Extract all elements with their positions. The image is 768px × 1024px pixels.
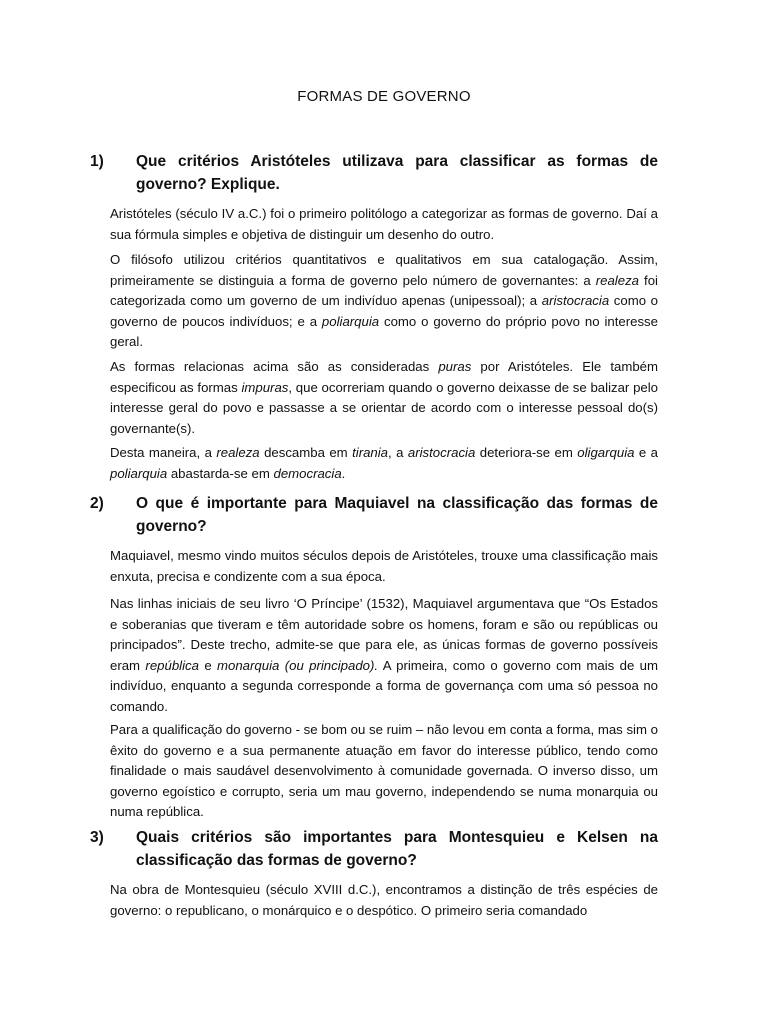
text-span: como o governo do próprio povo no interesse geral. xyxy=(110,313,658,349)
text-span: Nas linhas iniciais de seu livro ‘O Príncipe’ (1532), Maquiavel argumentava que “Os Estados e soberanias que tiveram e têm autoridade sobre os homens, foram e são ou repúblicas ou principados”. Deste trecho, admite-se que para ele, as únicas formas de governo possíveis eram xyxy=(110,596,658,673)
italic-term: aristocracia xyxy=(541,293,610,308)
text-span: como o governo de poucos indivíduos; e a xyxy=(110,293,658,329)
italic-term: aristocracia xyxy=(407,445,476,460)
question-number: 1) xyxy=(90,153,104,170)
italic-term: realeza xyxy=(216,445,260,460)
text-span: , que ocorreriam quando o governo deixasse de se balizar pelo interesse geral do povo e passasse a se orientar de acordo com o interesse pessoal do(s) governante(s). xyxy=(110,379,659,436)
question-number: 3) xyxy=(90,829,104,846)
text-span: O filósofo utilizou critérios quantitativos e qualitativos em sua catalogação. Assim, primeiramente se distinguia a forma de governo pelo número de governantes: a xyxy=(110,252,658,288)
text-span: A primeira, como o governo com mais de um indivíduo, enquanto a segunda corresponde a forma de governança com uma só pessoa no comando. xyxy=(110,657,659,714)
question-text: Que critérios Aristóteles utilizava para classificar as formas de governo? Explique. xyxy=(136,153,658,193)
question-text: Quais critérios são importantes para Montesquieu e Kelsen na classificação das formas de governo? xyxy=(136,829,658,869)
paragraph: Na obra de Montesquieu (século XVIII d.C.), encontramos a distinção de três espécies de governo: o republicano, o monárquico e o despótico. O primeiro seria comandado xyxy=(110,882,658,918)
italic-term: oligarquia xyxy=(577,445,635,460)
text-span: . xyxy=(341,465,346,481)
italic-term: democracia xyxy=(273,465,342,481)
text-span: por Aristóteles. Ele também especificou as formas xyxy=(110,359,658,395)
paragraph: Aristóteles (século IV a.C.) foi o primeiro politólogo a categorizar as formas de governo. Daí a sua fórmula simples e objetiva de distinguir um desenho do outro. xyxy=(110,206,658,242)
italic-term: puras xyxy=(438,359,472,374)
text-span: deteriora-se em xyxy=(475,445,578,460)
text-span: e xyxy=(198,657,218,673)
paragraph xyxy=(110,250,658,353)
italic-term: poliarquia xyxy=(110,465,168,481)
text-span: Desta maneira, a xyxy=(110,445,217,460)
text-span: , a xyxy=(388,445,408,460)
text-span: foi categorizada como um governo de um indivíduo apenas (unipessoal); a xyxy=(110,272,658,308)
italic-term: poliarquia xyxy=(321,313,380,329)
italic-term: monarquia (ou principado). xyxy=(217,657,379,673)
text-span: descamba em xyxy=(259,445,353,460)
paragraph xyxy=(110,594,658,717)
italic-term: tirania xyxy=(352,445,389,460)
text-span: As formas relacionas acima são as consideradas xyxy=(110,359,439,374)
question-text: O que é importante para Maquiavel na classificação das formas de governo? xyxy=(136,495,658,535)
paragraph xyxy=(110,443,658,484)
italic-term: república xyxy=(145,657,199,673)
paragraph: Maquiavel, mesmo vindo muitos séculos depois de Aristóteles, trouxe uma classificação mais enxuta, precisa e condizente com a sua época. xyxy=(110,548,658,584)
text-span: e a xyxy=(634,445,658,460)
paragraph: Para a qualificação do governo - se bom ou se ruim – não levou em conta a forma, mas sim o êxito do governo e a sua permanente atuação em favor do interesse público, tendo como finalidade o mais saudável desenvolvimento à comunidade governada. O inverso disso, um governo egoístico e corrupto, seria um mau governo, independendo se numa monarquia ou numa república. xyxy=(110,722,658,819)
question-3 xyxy=(90,826,658,872)
page-title: FORMAS DE GOVERNO xyxy=(297,88,471,105)
italic-term: realeza xyxy=(595,272,640,288)
text-span: abastarda-se em xyxy=(167,465,274,481)
question-number: 2) xyxy=(90,495,104,512)
question-2 xyxy=(90,492,658,538)
paragraph xyxy=(110,357,658,439)
question-1 xyxy=(90,150,658,196)
italic-term: impuras xyxy=(241,379,289,395)
